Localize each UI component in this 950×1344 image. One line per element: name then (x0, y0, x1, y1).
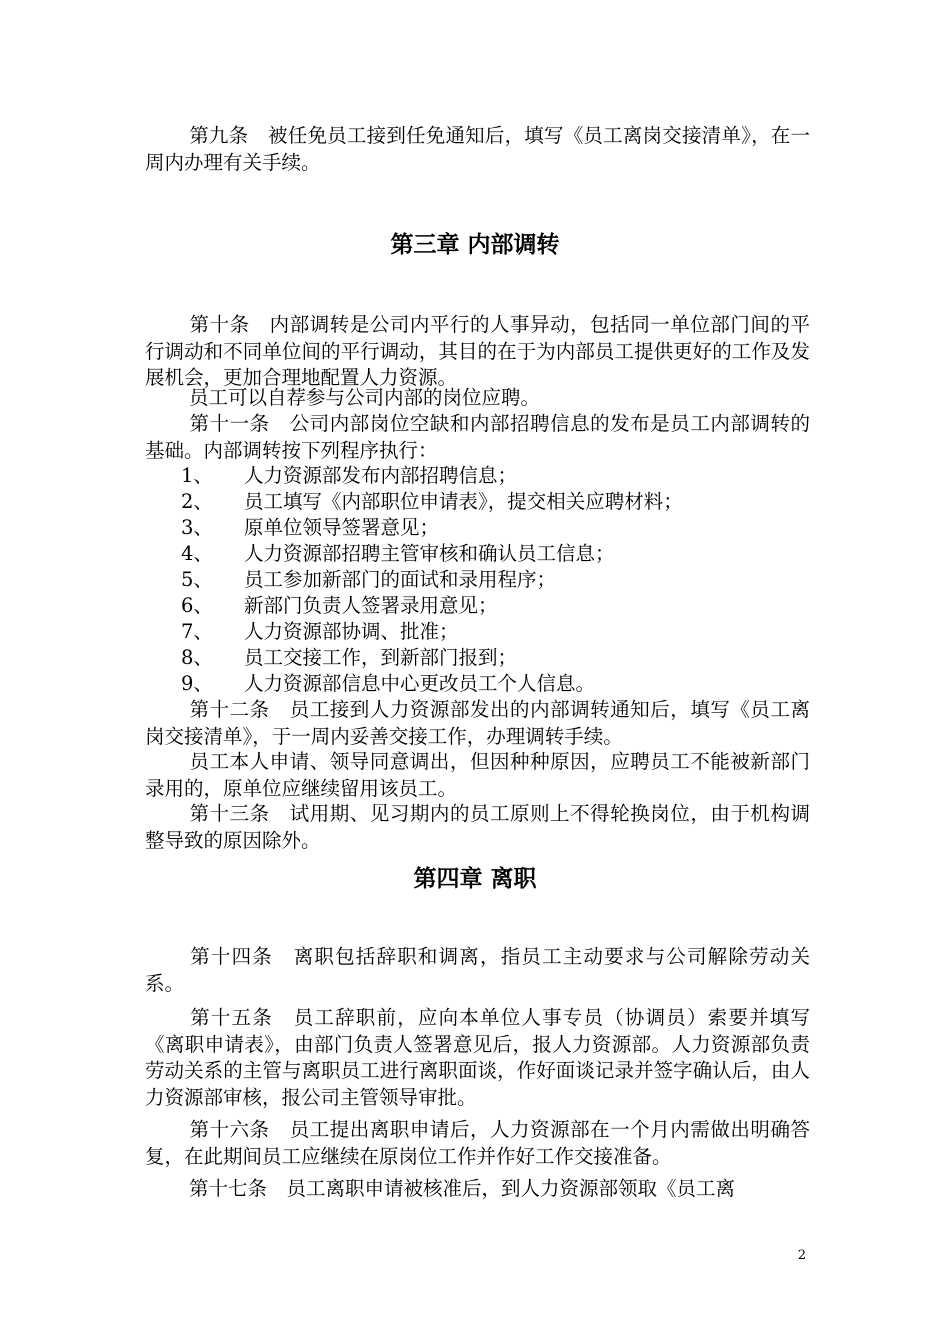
chapter-4-heading: 第四章 离职 (413, 866, 537, 892)
article-17-text: 第十七条 员工离职申请被核准后，到人力资源部领取《员工离 (189, 1177, 736, 1200)
article-12-text: 第十二条 员工接到人力资源部发出的内部调转通知后，填写《员工离岗交接清单》，于一周内妥善交接工作，办理调转手续。 (145, 698, 810, 748)
article-14 (145, 944, 810, 997)
step-number: 5、 (181, 568, 213, 591)
step-number: 1、 (181, 464, 213, 487)
article-14-text: 第十四条 离职包括辞职和调离，指员工主动要求与公司解除劳动关系。 (145, 945, 810, 995)
article-10-text: 第十条 内部调转是公司内平行的人事异动，包括同一单位部门间的平行调动和不同单位间的平行调动，其目的在于为内部员工提供更好的工作及发展机会，更加合理地配置人力资源。 (145, 313, 810, 389)
article-9-text: 第九条 被任免员工接到任免通知后，填写《员工离岗交接清单》，在一周内办理有关手续。 (145, 124, 810, 174)
page-number: 2 (797, 1248, 806, 1263)
article-10 (145, 312, 810, 392)
step-number: 7、 (181, 620, 213, 643)
step-text: 员工交接工作，到新部门报到； (244, 646, 518, 669)
article-12-supplement-text: 员工本人申请、领导同意调出，但因种种原因，应聘员工不能被新部门录用的，原单位应继续留用该员工。 (145, 750, 810, 800)
article-11-text: 第十一条 公司内部岗位空缺和内部招聘信息的发布是员工内部调转的基础。内部调转按下列程序执行： (145, 412, 810, 462)
article-11 (145, 411, 810, 464)
step-text: 人力资源部协调、批准； (244, 620, 459, 643)
step-text: 人力资源部招聘主管审核和确认员工信息； (244, 542, 615, 565)
chapter-3-heading: 第三章 内部调转 (390, 232, 560, 258)
article-10-supplement (145, 385, 810, 412)
step-number: 8、 (181, 646, 213, 669)
step-text: 原单位领导签署意见； (244, 516, 440, 539)
article-15 (145, 1005, 810, 1111)
article-16 (145, 1117, 810, 1170)
article-17 (145, 1176, 810, 1203)
article-12-supplement (145, 749, 810, 802)
step-text: 员工填写《内部职位申请表》，提交相关应聘材料； (244, 490, 683, 513)
step-number: 3、 (181, 516, 213, 539)
step-number: 6、 (181, 594, 213, 617)
article-13-text: 第十三条 试用期、见习期内的员工原则上不得轮换岗位，由于机构调整导致的原因除外。 (145, 802, 810, 852)
step-text: 新部门负责人签署录用意见； (244, 594, 498, 617)
step-number: 9、 (181, 672, 213, 695)
step-number: 2、 (181, 490, 213, 513)
step-text: 人力资源部发布内部招聘信息； (244, 464, 518, 487)
article-10-supplement-text: 员工可以自荐参与公司内部的岗位应聘。 (189, 386, 541, 409)
article-12 (145, 697, 810, 750)
step-text: 员工参加新部门的面试和录用程序； (244, 568, 557, 591)
article-9 (145, 123, 810, 176)
article-13 (145, 801, 810, 854)
step-text: 人力资源部信息中心更改员工个人信息。 (244, 672, 596, 695)
article-16-text: 第十六条 员工提出离职申请后，人力资源部在一个月内需做出明确答复，在此期间员工应继续在原岗位工作并作好工作交接准备。 (145, 1118, 810, 1168)
step-number: 4、 (181, 542, 213, 565)
article-15-text: 第十五条 员工辞职前，应向本单位人事专员（协调员）索要并填写《离职申请表》，由部门负责人签署意见后，报人力资源部。人力资源部负责劳动关系的主管与离职员工进行离职面谈，作好面谈记录并签字确认后，由人力资源部审核，报公司主管领导审批。 (145, 1006, 810, 1109)
